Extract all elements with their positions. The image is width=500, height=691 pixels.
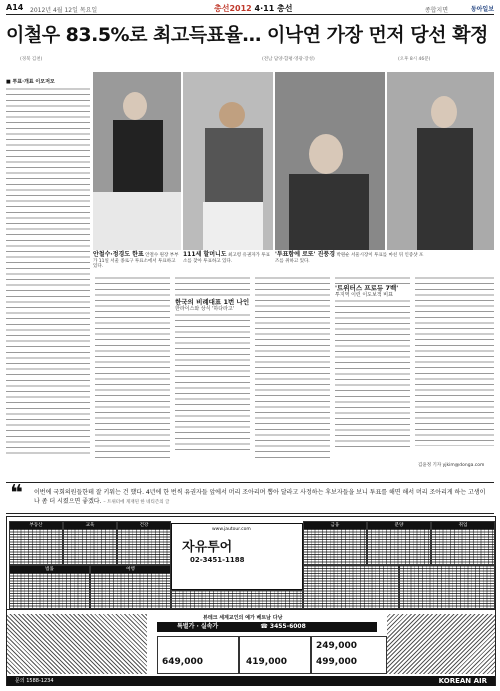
photo-park [275,72,385,250]
ad-url: www.jautour.com [212,527,251,532]
subhead-2b: 투지역 이런 이도보적 비표 [335,292,393,298]
ad-price-box: 249,000 499,000 [311,636,387,674]
article-col-5 [415,276,494,458]
ad-box [399,565,495,609]
quote-text: 이번에 국회의원들한테 잘 키워는 건 했다. 4년에 한 번씩 유권자들 앞에서 머리 조아리며 뽑아 달라고 사정하는 후보자들을 보니 투표를 해면 해서 머리 조아리게 하는 고생이나 좀 더 시켰으면 좋겠다. – 트위터에 게재된 한 네티즌의 글 [34,489,486,505]
ad-box: 부동산 [9,521,63,565]
section-tag: 종합지면 [424,7,448,14]
ad-price-box: 419,000 [239,636,311,674]
left-column [6,78,90,456]
photo-caption-3: '투표함에 로또' 진풍경 박원순 서울시장이 투표를 마친 뒤 인증샷 포즈를 취하고 있다. [275,251,424,264]
ad-price-box: 649,000 [157,636,239,674]
ad-strip: 문의 1588-1234 KOREAN AIR [7,676,495,686]
ad-box: 법률 [9,565,90,609]
ad-box: 금융 [303,521,367,565]
lower-article [95,276,494,458]
ad-box: 여행 [90,565,171,609]
reporter-byline: 김윤정 기자 yjkim@donga.com [418,463,485,468]
kicker: ■ 투표·개표 이모저모 [6,79,55,85]
ad-box: 교육 [63,521,117,565]
photo-grandma [183,72,273,250]
airline-logo: KOREAN AIR [438,677,487,685]
ad-danang[interactable] [7,609,495,686]
quote-source: – 트위터에 게재된 한 네티즌의 글 [103,500,170,505]
ad-image-right [387,614,495,674]
article-col-2 [175,276,250,458]
page-number: A14 [6,3,24,12]
article-col-1 [95,276,170,458]
ad-bottom-banner: 특별가 · 실속가 ☎ 3455-6008 [157,622,377,632]
subhead-1: 한국의 비례대표 1번 나인 [175,298,250,306]
ad-box: 취업 [431,521,495,565]
photo-celebrity [387,72,494,250]
photo-caption-2: 111세 할머니도 최고령 유권자가 투표소를 찾아 투표하고 있다. [183,251,271,264]
ad-bottom-title: 뷰테크 세계교인의 예가 베트남 다낭 [203,615,283,621]
quote-mark-icon: ❝ [10,481,23,506]
ad-jautour[interactable] [171,523,303,590]
quote-box [6,482,494,514]
photo-caption-1: 안철수·정경도 한표 안철수 원장 부부가 11일 서울 종로구 투표소에서 투표하고 있다. [93,251,179,269]
ad-brand: 자유투어 [182,540,233,555]
headline-sub-mid: (전남 담양·함평·영광·장성) [262,57,315,62]
subhead-1b: 한라이스와 상식 '하다라고' [175,306,235,312]
article-col-4 [335,276,410,458]
body-text-lines [6,87,90,457]
page-header [6,2,494,15]
ad-box [171,590,303,609]
headline-sub-left: (경북 김천) [20,57,43,62]
page-date: 2012년 4월 12일 목요일 [30,7,98,14]
photo-ahn [93,72,181,250]
subhead-2: '트위터스 프로듀 7백' [335,284,399,292]
ad-box: 건강 [117,521,171,565]
ad-phone: 02-3451-1188 [190,556,245,564]
ad-box: 분양 [367,521,431,565]
section-label: 총선2012 4·11 총선 [214,4,293,13]
headline-sub-right: (오후 8시 46분) [398,57,431,62]
ad-image-left [7,614,147,674]
ad-box [303,565,399,609]
ad-section [6,516,496,686]
article-col-3 [255,276,330,458]
newspaper-logo: 동아일보 [470,6,494,13]
headline: 이철우 83.5%로 최고득표율… 이낙연 가장 먼저 당선 확정 [6,24,488,46]
